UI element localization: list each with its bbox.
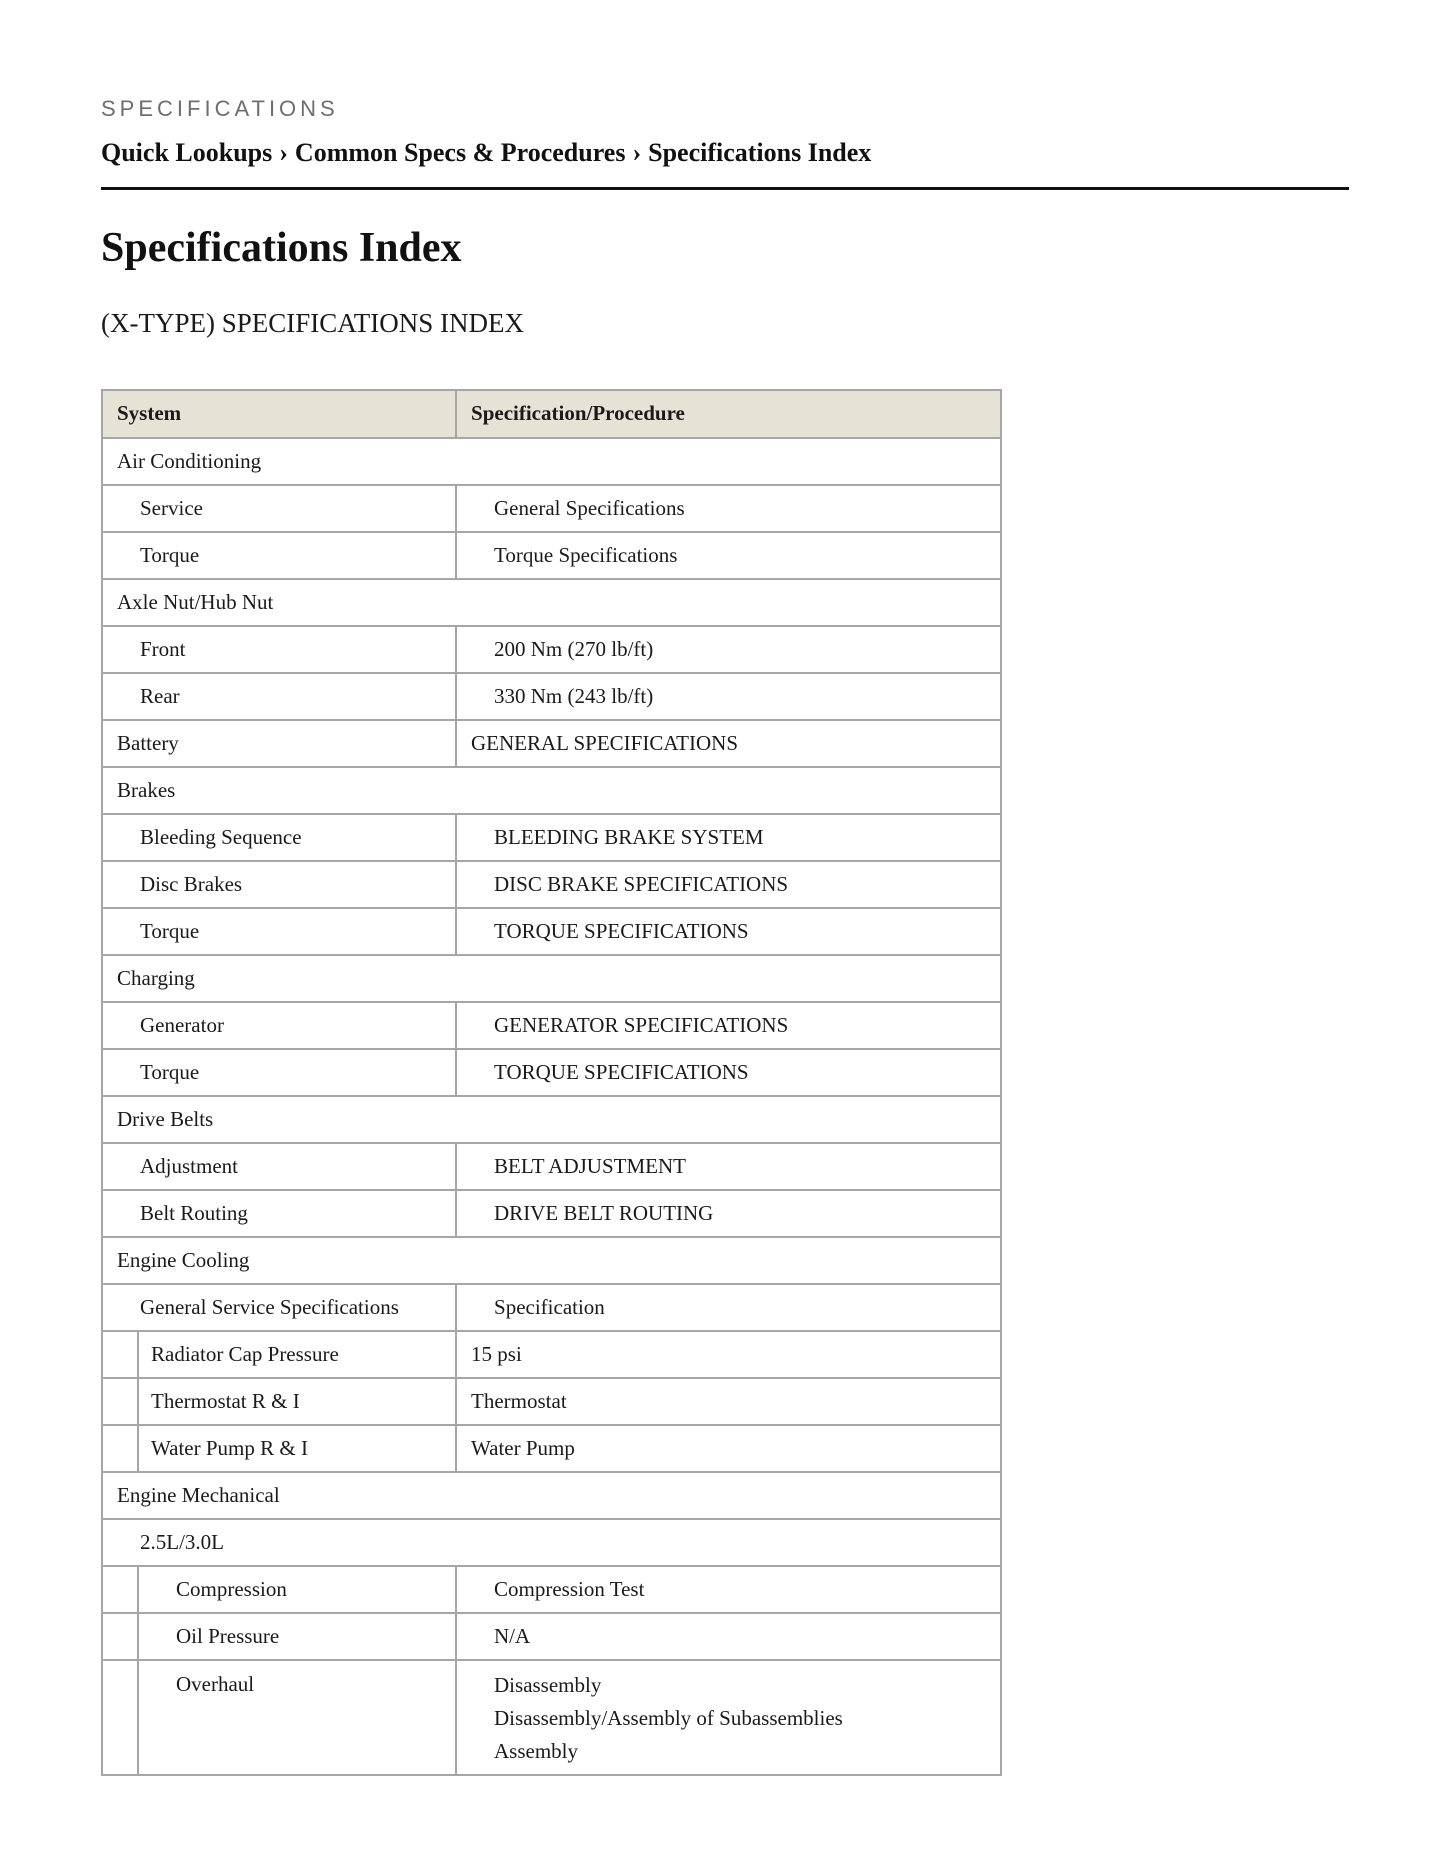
column-header-system: System [102, 390, 456, 438]
spec-link[interactable]: General Specifications [456, 485, 1001, 532]
system-cell: Generator [102, 1002, 456, 1049]
breadcrumb-item-common-specs[interactable]: Common Specs & Procedures [294, 138, 626, 167]
system-cell: Disc Brakes [102, 861, 456, 908]
group-air-conditioning: Air Conditioning [102, 438, 1001, 485]
spec-link[interactable]: TORQUE SPECIFICATIONS [456, 908, 1001, 955]
indent-cell [102, 1378, 138, 1425]
indent-cell [102, 1660, 138, 1775]
spec-link[interactable]: GENERATOR SPECIFICATIONS [456, 1002, 1001, 1049]
page-title: Specifications Index [101, 225, 462, 271]
subgroup-engine-variant: 2.5L/3.0L [102, 1519, 1001, 1566]
spec-link[interactable]: Thermostat [456, 1378, 1001, 1425]
spec-value: 15 psi [456, 1331, 1001, 1378]
system-cell: Bleeding Sequence [102, 814, 456, 861]
table-row [102, 626, 1001, 673]
group-drive-belts: Drive Belts [102, 1096, 1001, 1143]
table-row-subgroup [102, 1519, 1001, 1566]
system-cell: Torque [102, 908, 456, 955]
table-row [102, 1002, 1001, 1049]
group-axle-nut: Axle Nut/Hub Nut [102, 579, 1001, 626]
system-cell: General Service Specifications [102, 1284, 456, 1331]
table-row [102, 1331, 1001, 1378]
table-row [102, 1613, 1001, 1660]
system-cell: Torque [102, 532, 456, 579]
table-row [102, 673, 1001, 720]
system-cell: Oil Pressure [138, 1613, 456, 1660]
breadcrumb-item-quick-lookups[interactable]: Quick Lookups [101, 138, 273, 167]
system-cell: Rear [102, 673, 456, 720]
table-row-group [102, 438, 1001, 485]
spec-link[interactable]: Specification [456, 1284, 1001, 1331]
spec-link[interactable]: Assembly [494, 1739, 579, 1763]
table-row [102, 720, 1001, 767]
group-engine-mechanical: Engine Mechanical [102, 1472, 1001, 1519]
table-row [102, 1660, 1001, 1775]
system-cell: Adjustment [102, 1143, 456, 1190]
spec-link[interactable]: DISC BRAKE SPECIFICATIONS [456, 861, 1001, 908]
system-cell: Torque [102, 1049, 456, 1096]
column-header-spec: Specification/Procedure [456, 390, 1001, 438]
spec-value: 330 Nm (243 lb/ft) [456, 673, 1001, 720]
group-brakes: Brakes [102, 767, 1001, 814]
indent-cell [102, 1425, 138, 1472]
system-cell: Overhaul [138, 1660, 456, 1775]
table-row-group [102, 955, 1001, 1002]
table-row [102, 1190, 1001, 1237]
spec-link[interactable]: GENERAL SPECIFICATIONS [456, 720, 1001, 767]
table-row [102, 1566, 1001, 1613]
spec-link[interactable]: TORQUE SPECIFICATIONS [456, 1049, 1001, 1096]
table-row [102, 532, 1001, 579]
table-header-row [102, 390, 1001, 438]
table-row [102, 1425, 1001, 1472]
table-row [102, 814, 1001, 861]
system-cell: Thermostat R & I [138, 1378, 456, 1425]
group-charging: Charging [102, 955, 1001, 1002]
spec-link[interactable]: DRIVE BELT ROUTING [456, 1190, 1001, 1237]
system-cell: Compression [138, 1566, 456, 1613]
spec-link[interactable]: Torque Specifications [456, 532, 1001, 579]
breadcrumb-separator: › [279, 138, 288, 167]
spec-value: N/A [456, 1613, 1001, 1660]
table-row-group [102, 767, 1001, 814]
spec-link[interactable]: Compression Test [456, 1566, 1001, 1613]
table-row-group [102, 579, 1001, 626]
system-cell: Belt Routing [102, 1190, 456, 1237]
table-row [102, 1378, 1001, 1425]
breadcrumb [101, 138, 871, 168]
header-divider [101, 187, 1349, 190]
table-row-group [102, 1472, 1001, 1519]
group-engine-cooling: Engine Cooling [102, 1237, 1001, 1284]
breadcrumb-separator: › [632, 138, 642, 167]
spec-link[interactable]: BELT ADJUSTMENT [456, 1143, 1001, 1190]
table-row [102, 1284, 1001, 1331]
system-cell: Service [102, 485, 456, 532]
section-label: SPECIFICATIONS [101, 96, 339, 121]
system-cell: Front [102, 626, 456, 673]
table-row-group [102, 1096, 1001, 1143]
indent-cell [102, 1566, 138, 1613]
spec-list [456, 1660, 1001, 1775]
breadcrumb-item-current: Specifications Index [648, 138, 872, 167]
spec-link[interactable]: Disassembly [494, 1673, 602, 1697]
spec-link[interactable]: Water Pump [456, 1425, 1001, 1472]
spec-link[interactable]: BLEEDING BRAKE SYSTEM [456, 814, 1001, 861]
page-subtitle: (X-TYPE) SPECIFICATIONS INDEX [101, 308, 524, 338]
specifications-table [101, 389, 1002, 1776]
indent-cell [102, 1331, 138, 1378]
system-cell: Radiator Cap Pressure [138, 1331, 456, 1378]
spec-link[interactable]: Disassembly/Assembly of Subassemblies [494, 1706, 843, 1730]
table-row [102, 908, 1001, 955]
table-row-group [102, 1237, 1001, 1284]
system-cell: Battery [102, 720, 456, 767]
spec-value: 200 Nm (270 lb/ft) [456, 626, 1001, 673]
table-row [102, 1049, 1001, 1096]
system-cell: Water Pump R & I [138, 1425, 456, 1472]
table-row [102, 861, 1001, 908]
table-row [102, 1143, 1001, 1190]
indent-cell [102, 1613, 138, 1660]
table-row [102, 485, 1001, 532]
